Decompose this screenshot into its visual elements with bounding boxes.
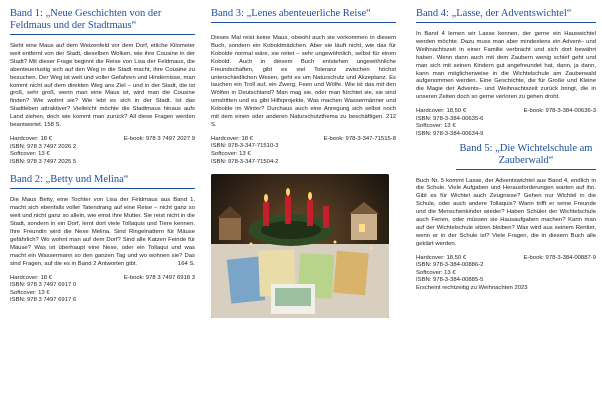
band3-hardcover: Hardcover: 18 €: [211, 135, 253, 142]
band2-softcover: Softcover: 13 €: [10, 289, 50, 296]
band5-isbn2: ISBN: 978-3-384-00885-5: [416, 277, 484, 284]
band5-text: Buch Nr. 5 kommt Lasse, der Adventswichtel aus Band 4, endlich in die Schule. Viele Aufgaben und Herausforderungen warten auf ihn. Gibt es für Wichtel auch Zeugnisse? Gehen nur Wichtel in die Schule, oder auch andere Tollaquis? Wann trifft er seine Freunde und die Menschenkinder wieder? Haben Schüler der Wichtelschule auch Ferien, oder müssen sie Hausaufgaben machen? Kann man auf der Wichtelschule sitzen bleiben? Was wird aus seinem Rentier, wenn er in der Schule ist? Viele Fragen, die in diesem Buch alle geklärt werden.: [416, 177, 596, 247]
band4-hardcover: Hardcover: 18,50 €: [416, 108, 467, 115]
column-middle: [201, 0, 402, 400]
column-right: [402, 0, 602, 400]
band3-title: Band 3: „Lenes abenteuerliche Reise“: [211, 8, 396, 23]
band4-isbn: ISBN: 978-3-384-00635-6: [416, 115, 484, 122]
band1-ebook: E-book: 978 3 7497 2027 9: [123, 135, 195, 142]
christmas-books-photo: [211, 174, 389, 318]
band4-details: [416, 108, 596, 138]
photo-illustration: [211, 174, 389, 318]
band2-title: Band 2: „Betty und Melina“: [10, 174, 195, 189]
band5-softcover: Softcover: 13 €: [416, 269, 456, 276]
band4-isbn2: ISBN: 978-3-384-00634-9: [416, 130, 484, 137]
band1-text: Sieht eine Maus auf dem Weizenfeld vor dem Dorf, etliche Kilometer weit entfernt von der Stadt, dieselben Wolken, wie ihre Cousine in der Stadt? Mit dieser Frage beginnt die Reise von Lisa der Feldmaus, die abenteuerlustig sich auf den Weg in die Stadt macht, ihre Cousine zu besuchen. Der Weg ist weit und voller Gefahren und Hindernisse, man kommt nicht auf dem direkten Weg ans Ziel – und in der Stadt, die ist groß, sehr groß, wenn man eine Maus ist, wird man die Cousine finden? Wie wohnt sie? Wie lebt es sich in der Stadt. Ist das Stadtleben attraktiver? Vielleicht möchte die Stadtmaus hinaus aufs Land ziehen, doch wie kommt man zurück? All diese Fragen werden beantwortet. 158 S.: [10, 43, 195, 129]
band1-isbn2: ISBN: 978 3 7497 2025 5: [10, 158, 77, 165]
band2-isbn: ISBN: 978 3 7497 6917 0: [10, 282, 77, 289]
band4-ebook: E-book: 978-3-384-00636-3: [523, 108, 596, 115]
band4-text: In Band 4 lernen wir Lasse kennen, der gerne ein Hauswichtel werden möchte. Dazu muss man aber mindestens ein Advent– und Weihnachtszeit in einer Familie verbracht und sich dort bewährt haben. Wenn dann auch mit dem Zaubern wenig schief geht und man sich mit seinen Kindern gut angefreundet hat, dann, ja dann, kann man möglicherweise in die Wichtelschule am Zauberwald aufgenommen werden. Eine Geschichte, die für Große und Kleine die Magie der Advents– und Weihnachtszeit zurück bringt, die in unseren Zeiten doch so gerne verloren zu gehen droht.: [416, 31, 596, 101]
band4-title: Band 4: „Lasse, der Adventswichtel“: [416, 8, 596, 23]
band3-details: [211, 136, 396, 166]
band2-pages: 164 S.: [177, 260, 195, 267]
band3-isbn: ISBN: 978-3-347-71510-3: [211, 143, 279, 150]
band3-softcover: Softcover: 13 €: [211, 151, 251, 158]
band5-title: Band 5: „Die Wichtelschule am Zauberwald“: [456, 143, 596, 170]
band3-ebook: E-book: 978-3-347-71515-8: [323, 135, 396, 142]
band2-text: [10, 197, 195, 268]
band5-note: Erscheint rechtzeitig zu Weihnachten 2023: [416, 285, 528, 292]
band1-softcover: Softcover: 13 €: [10, 151, 50, 158]
band2-ebook: E-book: 978 3 7497 6918 3: [123, 274, 195, 281]
band2-text-content: Die Maus Betty, eine Tochter von Lisa der Feldmaus aus Band 1, macht sich ebenfalls voller Tatendrang auf eine Reise – nicht ganz so weit und nicht ganz so allein, wie einst ihre Mutter. Sie reist nicht in die Stadt, sondern in ein Dorf, lernt dort viele Tollaquis und Tiere kennen. Ihre Freundin wird die Nexe Melina. Sind Ringelnattern für Mäuse gefährlich? Wo wohnt man auf dem Dorf? Sind alle Katzen Feinde für Mäuse? Was ist überhaupt eine Nexe, oder ein Tollaqui und was macht ein Wassermann so den ganzen Tag und wo wohnen sie? Das sind Fragen, auf die es in Band 2 Antworten gibt.: [10, 197, 195, 267]
band2-details: [10, 275, 195, 305]
band5-isbn: ISBN: 978-3-384-00886-2: [416, 262, 484, 269]
band1-details: [10, 136, 195, 166]
band5-details: [416, 255, 596, 293]
band4-softcover: Softcover: 13 €: [416, 123, 456, 130]
band1-isbn: ISBN: 978 3 7497 2026 2: [10, 143, 77, 150]
band1-title: Band 1: „Neue Geschichten von der Feldmaus und der Stadtmaus“: [10, 8, 195, 35]
band3-isbn2: ISBN: 978-3-347-71504-2: [211, 158, 279, 165]
band3-text: Dieses Mal reist keine Maus, obwohl auch sie vorkommen in diesem Buch, sondern ein Koboldmädchen. Aber sie läuft nicht, wie das für Kobolde normal wäre, sie reitet – sehr ungewöhnlich, selbst für einen Kobold. Auch in diesem Buch entstehen ungewöhnliche Freundschaften, gibt es viel Toleranz zwischen höchst unterschiedlichen Wesen, geht es um Naturschutz und Akzeptanz. Es tauchen ein Troll auf, ein Zwerg, Feen und Wölfe. Wie ist das mit den Wölfen in Deutschland? Man mag sie, oder man fürchtet sie, sie sind umstritten und es gibt Hilfsprojekte. Was machen Wassermänner und Kobolde im Winter? Durchaus auch eine Anregung sich selbst noch mit dem einen oder anderen Naturschutzthema zu beschäftigen. 212 S.: [211, 35, 396, 128]
band5-ebook: E-book: 978-3-384-00887-9: [523, 254, 596, 261]
band5-hardcover: Hardcover: 18,50 €: [416, 254, 467, 261]
band2-hardcover: Hardcover: 18 €: [10, 274, 52, 281]
column-left: [0, 0, 201, 400]
band2-isbn2: ISBN: 978 3 7497 6917 6: [10, 297, 77, 304]
band1-hardcover: Hardcover: 18 €: [10, 135, 52, 142]
